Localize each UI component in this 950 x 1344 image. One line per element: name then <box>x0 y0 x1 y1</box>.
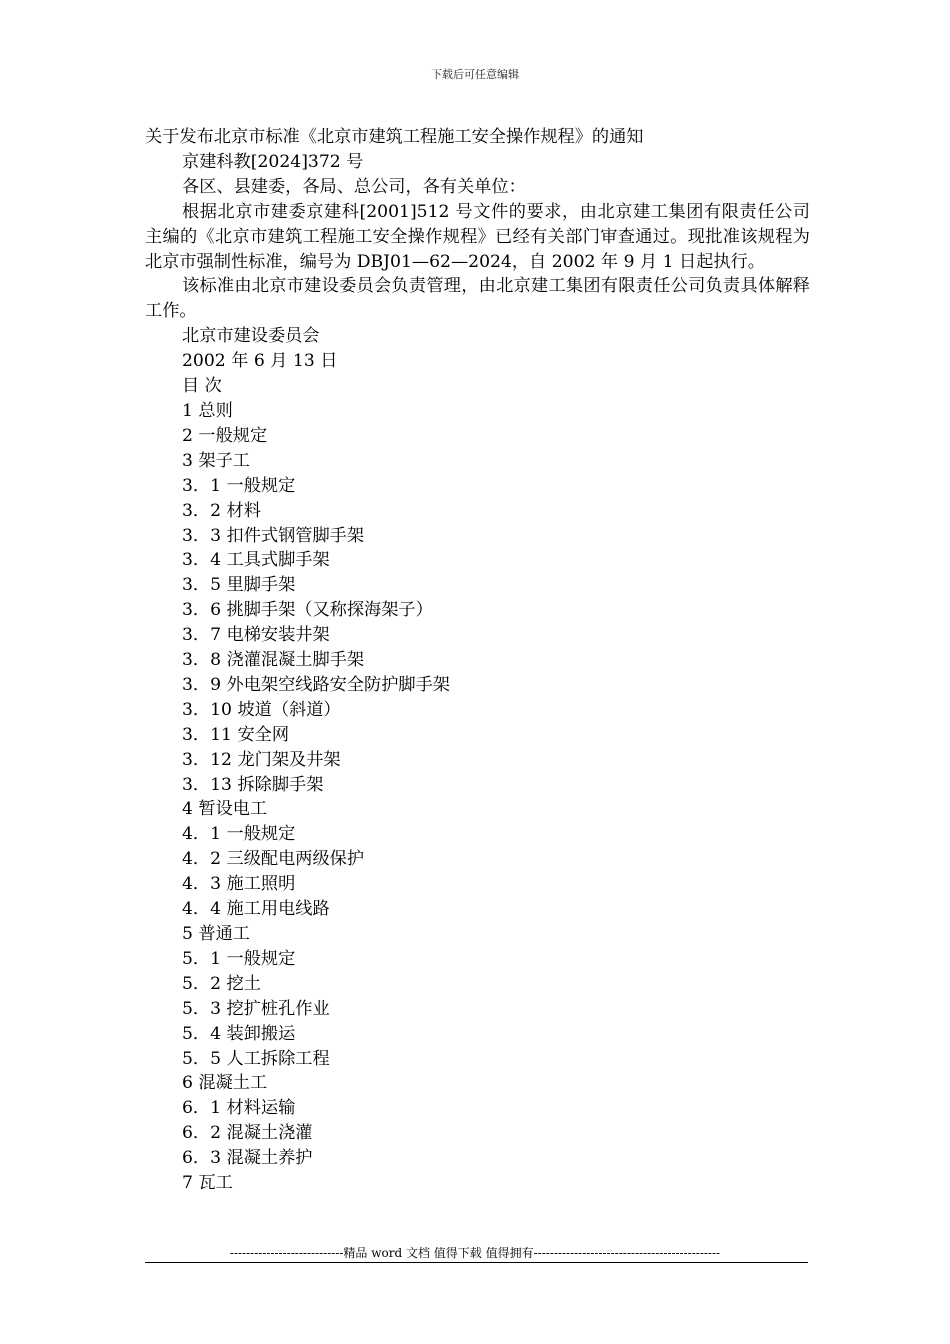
salutation: 各区、县建委，各局、总公司，各有关单位： <box>182 176 526 197</box>
toc-item: 3．7 电梯安装井架 <box>182 625 330 646</box>
toc-item: 4．3 施工照明 <box>182 874 296 895</box>
toc-item: 6 混凝土工 <box>182 1073 268 1094</box>
toc-item: 6．1 材料运输 <box>182 1098 296 1119</box>
document-body <box>145 125 810 1196</box>
toc-item: 2 一般规定 <box>182 425 268 446</box>
paragraph-1: 根据北京市建委京建科[2001]512 号文件的要求，由北京建工集团有限责任公司主编的《北京市建筑工程施工安全操作规程》已经有关部门审查通过。现批准该规程为北京市强制性标准，编号为 DBJ01—62—2024，自 2002 年 9 月 1 日起执行。 <box>145 201 810 272</box>
document-title: 关于发布北京市标准《北京市建筑工程施工安全操作规程》的通知 <box>145 127 644 147</box>
toc-item: 3．11 安全网 <box>182 724 290 745</box>
toc-item: 3．5 里脚手架 <box>182 575 296 596</box>
toc-item: 3．1 一般规定 <box>182 475 296 496</box>
toc-item: 5 普通工 <box>182 924 250 944</box>
paragraph-2: 该标准由北京市建设委员会负责管理，由北京建工集团有限责任公司负责具体解释工作。 <box>145 276 810 322</box>
toc-item: 3．2 材料 <box>182 500 261 521</box>
toc-item: 3．8 浇灌混凝土脚手架 <box>182 650 365 671</box>
toc-heading: 目 次 <box>182 376 222 397</box>
toc-item: 3．6 挑脚手架（又称探海架子） <box>182 600 433 621</box>
toc-item: 3．10 坡道（斜道） <box>182 699 341 720</box>
toc-item: 4．2 三级配电两级保护 <box>182 849 365 870</box>
toc-item: 5．5 人工拆除工程 <box>182 1048 330 1069</box>
toc-item: 4．4 施工用电线路 <box>182 899 330 920</box>
toc-item: 5．4 装卸搬运 <box>182 1023 296 1044</box>
toc-item: 3．9 外电架空线路安全防护脚手架 <box>182 674 450 695</box>
footer-rule <box>145 1262 808 1263</box>
toc-item: 3．13 拆除脚手架 <box>182 774 324 795</box>
table-of-contents <box>145 399 810 1196</box>
toc-item: 3 架子工 <box>182 450 250 471</box>
toc-item: 5．3 挖扩桩孔作业 <box>182 998 330 1019</box>
toc-item: 6．3 混凝土养护 <box>182 1148 313 1169</box>
issue-date: 2002 年 6 月 13 日 <box>182 351 338 372</box>
toc-item: 3．4 工具式脚手架 <box>182 550 330 571</box>
toc-item: 3．12 龙门架及井架 <box>182 749 341 770</box>
toc-item: 1 总则 <box>182 400 233 421</box>
toc-item: 4．1 一般规定 <box>182 824 296 845</box>
header-note: 下载后可任意编辑 <box>431 68 519 81</box>
toc-item: 5．1 一般规定 <box>182 948 296 969</box>
toc-item: 7 瓦工 <box>182 1173 233 1194</box>
footer-text: ----------------------------精品 word 文档 值得下载 值得拥有---------------------------------------------- <box>229 1246 721 1260</box>
toc-item: 3．3 扣件式钢管脚手架 <box>182 525 365 546</box>
doc-number: 京建科教[2024]372 号 <box>182 151 364 172</box>
toc-item: 5．2 挖土 <box>182 973 261 994</box>
toc-item: 4 暂设电工 <box>182 799 268 820</box>
issuer: 北京市建设委员会 <box>182 326 320 347</box>
toc-item: 6．2 混凝土浇灌 <box>182 1123 313 1144</box>
